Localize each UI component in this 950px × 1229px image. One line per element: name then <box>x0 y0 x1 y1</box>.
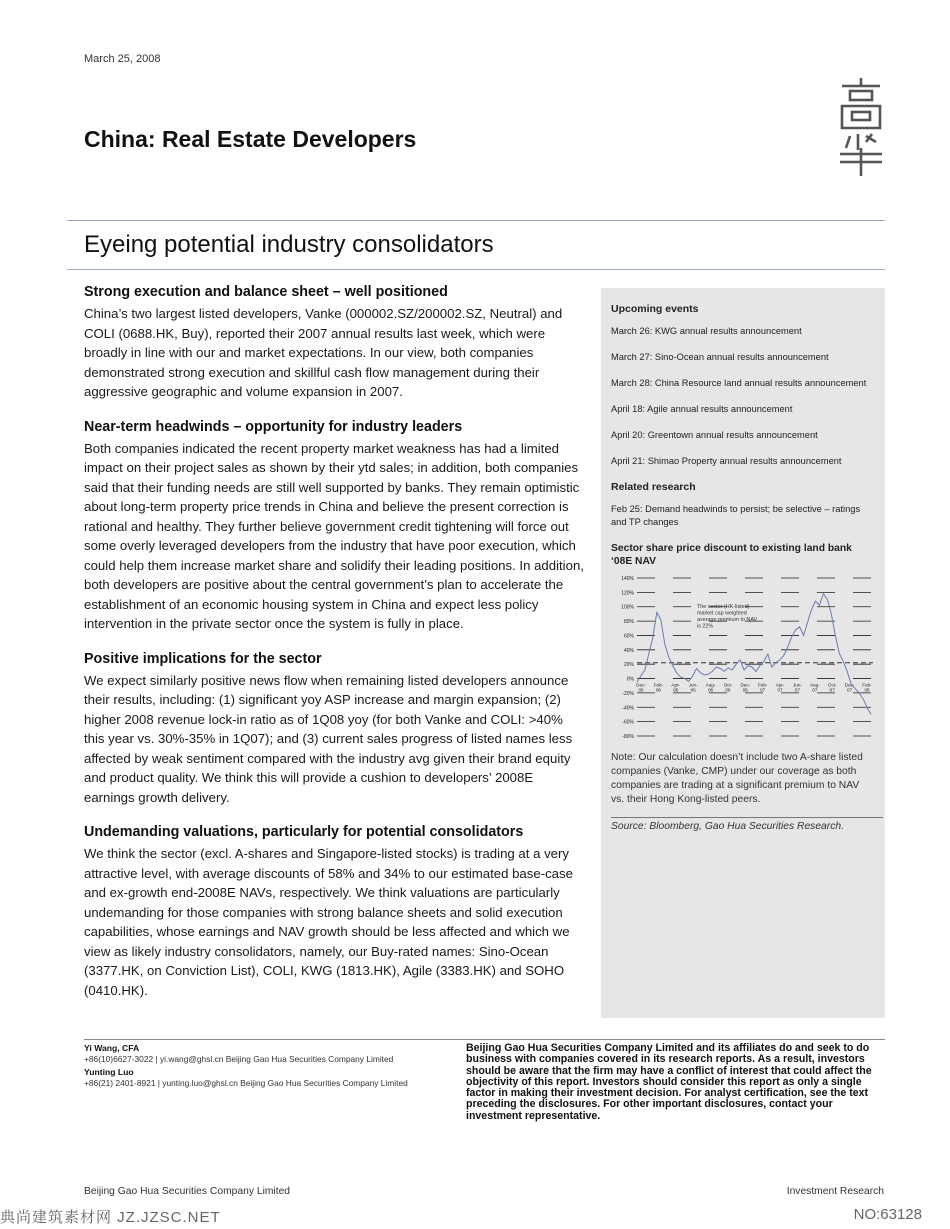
chart-annotation: market cap weighted <box>697 610 747 617</box>
watermark-left: 典尚建筑素材网 JZ.JZSC.NET <box>0 1209 221 1226</box>
discount-line-chart <box>611 572 875 742</box>
x-tick-label: Aug- <box>705 682 716 688</box>
x-tick-label: 06 <box>707 687 714 693</box>
x-tick-label: Dec- <box>636 682 646 688</box>
chart-title: Sector share price discount to existing land bank ‘08E NAV <box>611 543 852 567</box>
section-implications <box>84 650 584 808</box>
author-name: Yunting Luo <box>84 1067 134 1077</box>
x-tick-label: Jun- <box>792 682 802 688</box>
event-item: March 26: KWG annual results announcement <box>611 326 802 336</box>
author-contact: +86(21) 2401-8921 | yunting.luo@ghsl.cn Beijing Gao Hua Securities Company Limited <box>84 1078 408 1088</box>
x-tick-label: Oct- <box>723 682 733 688</box>
sidebar-panel <box>601 288 885 1018</box>
chart-annotation: The sector (HK-listed) <box>697 604 750 610</box>
x-tick-label: 05 <box>638 687 644 693</box>
section-valuations <box>84 823 584 1000</box>
event-item: March 27: Sino-Ocean annual results announcement <box>611 352 829 362</box>
y-tick-label: -20% <box>622 690 634 697</box>
chart-annotation: average premium to NAV <box>697 617 758 623</box>
x-tick-label: Dec- <box>740 682 751 688</box>
x-tick-label: Feb- <box>862 682 872 688</box>
x-tick-label: 06 <box>725 687 731 693</box>
report-headline: Eyeing potential industry consolidators <box>84 231 494 258</box>
x-tick-label: 07 <box>812 687 818 693</box>
chart-source: Source: Bloomberg, Gao Hua Securities Research. <box>611 821 844 832</box>
x-tick-label: 06 <box>742 687 748 693</box>
disclaimer-text: Beijing Gao Hua Securities Company Limited and its affiliates do and seek to do business with companies covered in its research reports. As a result, investors should be aware that the firm may have a conflict of interest that could affect the objectivity of this report. Investors should consider this report as only a single factor in making their investment decision. For analyst certification, see the text preceding the disclosures. For other important disclosures, contact your investment representative. <box>466 1042 872 1122</box>
main-column <box>84 283 584 1016</box>
section-body: We think the sector (excl. A-shares and Singapore-listed stocks) is trading at a very attractive level, with average discounts of 58% and 34% to our estimated base-case and ex-growth end-2008E NAVs, respectively. We think valuations are particularly undemanding for those companies with strong balance sheets and solid execution capabilities, whose earnings and NAV growth should be less affected and which we view as likely industry consolidators, namely, our Buy-rated names: Sino-Ocean (3377.HK, on Conviction List), COLI, KWG (1813.HK), Agile (3383.HK) and SOHO (0410.HK). <box>84 846 573 998</box>
x-tick-label: 07 <box>794 687 801 693</box>
event-item: March 28: China Resource land annual results announcement <box>611 378 867 388</box>
x-tick-label: 06 <box>655 687 661 693</box>
source-divider <box>611 817 883 818</box>
chart-note: Note: Our calculation doesn’t include two A-share listed companies (Vanke, CMP) under our coverage as both companies are trading at a significant premium to NAV vs. their Hong Kong-listed peers. <box>611 752 863 805</box>
y-tick-label: 120% <box>621 590 634 597</box>
x-tick-label: Dec- <box>844 682 855 688</box>
footer-company: Beijing Gao Hua Securities Company Limited <box>84 1186 291 1197</box>
title-divider <box>67 220 885 221</box>
event-item: April 21: Shimao Property annual results announcement <box>611 456 842 466</box>
x-tick-label: Jun- <box>688 682 698 688</box>
x-tick-label: Feb- <box>757 682 768 688</box>
watermark-right: NO:63128 <box>853 1206 922 1223</box>
y-tick-label: -60% <box>622 719 634 726</box>
research-heading: Related research <box>611 481 696 493</box>
section-heading: Strong execution and balance sheet – well positioned <box>84 284 448 300</box>
section-body: We expect similarly positive news flow when remaining listed developers announce their results, including: (1) significant yoy ASP increase and margin expansion; (2) higher 2008 revenue lock-in ratio as of 1Q08 yoy (for both Vanke and COLI: >40% this year vs. 30%-35% in 1Q07); and (3) current sales progress of listed names less affected by weak sentiment compared with the industry avg given their brand equity and product quality. We think this will provide a cushion to developers’ 2008E earnings growth delivery. <box>84 672 573 805</box>
headline-divider <box>67 269 885 270</box>
x-tick-label: Apr- <box>671 682 681 688</box>
event-item: April 18: Agile annual results announcement <box>611 404 793 414</box>
footer-divider <box>84 1039 885 1040</box>
section-execution <box>84 283 584 402</box>
y-tick-label: 60% <box>623 633 634 640</box>
y-tick-label: 0% <box>626 676 634 683</box>
gao-hua-logo-icon <box>836 76 886 180</box>
report-date: March 25, 2008 <box>84 53 161 65</box>
y-tick-label: 40% <box>623 647 634 654</box>
x-tick-label: 06 <box>690 687 696 693</box>
x-tick-label: Apr- <box>775 682 785 688</box>
y-tick-label: 100% <box>621 604 634 611</box>
y-tick-label: 20% <box>623 662 634 669</box>
x-tick-label: Feb- <box>653 682 664 688</box>
x-tick-label: 06 <box>673 687 679 693</box>
y-tick-label: 140% <box>621 576 634 582</box>
footer-section: Investment Research <box>786 1186 884 1197</box>
section-heading: Near-term headwinds – opportunity for industry leaders <box>84 418 463 435</box>
x-tick-label: 08 <box>864 687 870 693</box>
chart-annotation: is 22% <box>697 623 714 630</box>
y-tick-label: -80% <box>622 734 634 740</box>
section-headwinds <box>84 418 584 634</box>
y-tick-label: -40% <box>622 705 634 712</box>
series-line <box>637 594 871 715</box>
author-contact: +86(10)6627-3022 | yi.wang@ghsl.cn Beijing Gao Hua Securities Company Limited <box>84 1054 394 1064</box>
section-heading: Positive implications for the sector <box>84 650 322 667</box>
events-heading: Upcoming events <box>611 303 699 315</box>
x-tick-label: 07 <box>847 687 853 693</box>
x-tick-label: 07 <box>777 687 783 693</box>
author-name: Yi Wang, CFA <box>84 1043 140 1053</box>
x-tick-label: 07 <box>829 687 835 693</box>
author-block <box>84 1043 454 1089</box>
section-heading: Undemanding valuations, particularly for potential consolidators <box>84 824 524 840</box>
research-item: Feb 25: Demand headwinds to persist; be selective – ratings and TP changes <box>611 504 861 527</box>
section-body: Both companies indicated the recent property market weakness has had a limited impact on their project sales as shown by their ytd sales; in addition, both companies said that their funding needs are still well supported by banks. They remain optimistic about long-term property price trends in China and believe the present correction is rational and healthy. They further believe government credit tightening will force out some overly leveraged developers from the industry that have poor execution, which could help them increase market share and solidify their leading positions. In addition, both developers are positive about the central government’s plan to accelerate the establishment of an economic housing system in China and expect less policy intervention in the private sector once the system is fully in place. <box>84 440 584 631</box>
y-tick-label: 80% <box>623 619 634 626</box>
x-tick-label: 07 <box>760 687 766 693</box>
x-tick-label: Oct- <box>827 682 837 688</box>
event-item: April 20: Greentown annual results announcement <box>611 430 818 440</box>
section-body: China’s two largest listed developers, Vanke (000002.SZ/200002.SZ, Neutral) and COLI (0688.HK, Buy), reported their 2007 annual results last week, which were broadly in line with our and market expectations. In our view, both companies demonstrated strong execution and skillful cash flow management during their aggressive geographic and volume expansion in 2007. <box>84 306 563 399</box>
x-tick-label: Aug- <box>809 682 820 688</box>
page-title: China: Real Estate Developers <box>84 126 417 152</box>
